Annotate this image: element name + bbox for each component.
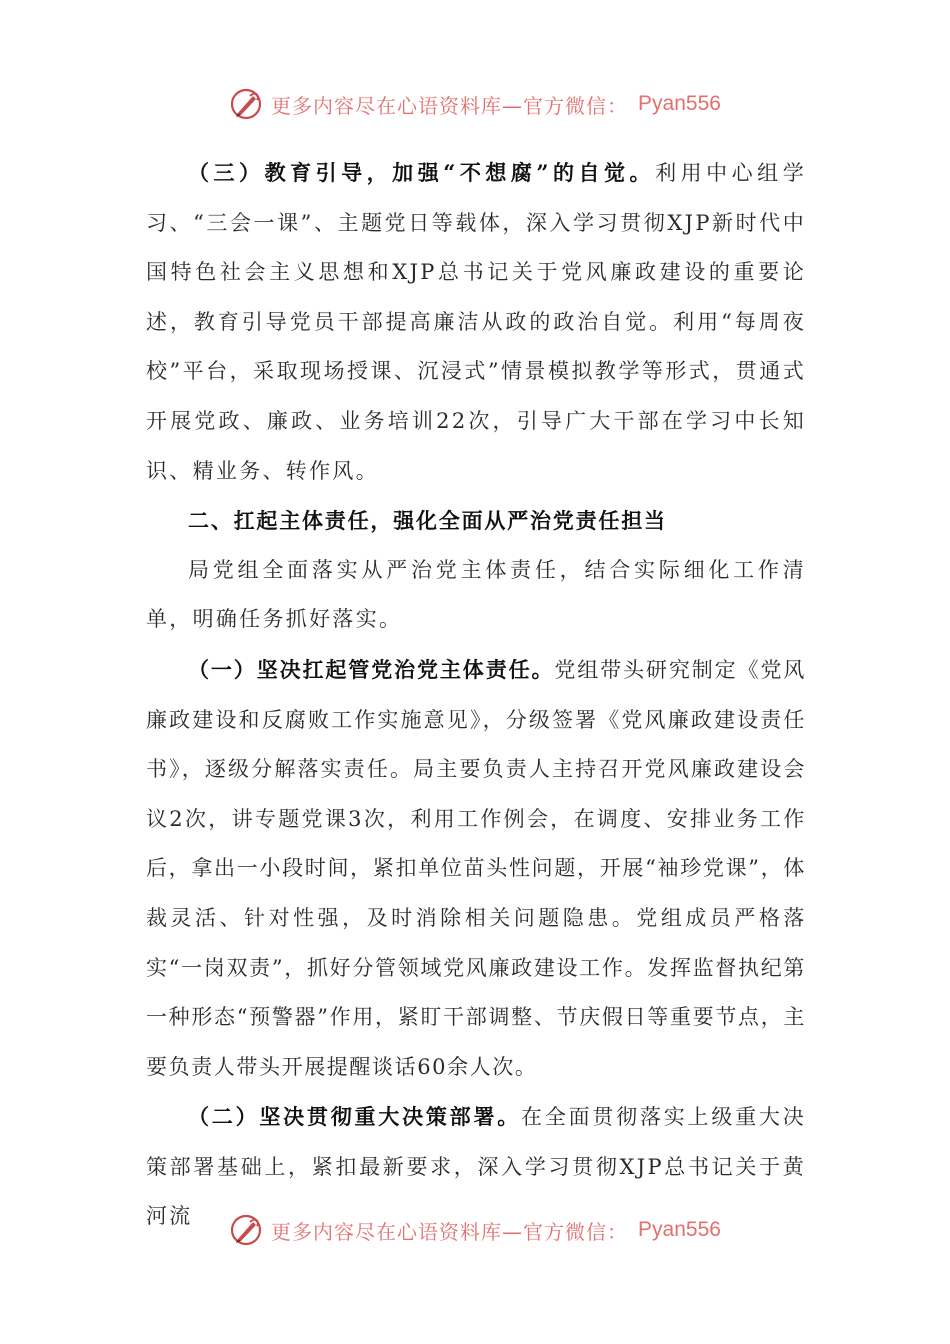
paragraph-text: 局党组全面落实从严治党主体责任，结合实际细化工作清单，明确任务抓好落实。 (146, 557, 806, 632)
paragraph-text: 在全面贯彻落实上级重大决策部署基础上，紧扣最新要求，深入学习贯彻XJP总书记关于黄河流 (146, 1105, 806, 1229)
paragraph-lead: （一）坚决扛起管党治党主体责任。 (188, 656, 555, 682)
watermark-wechat-id: Pyan556 (638, 92, 721, 115)
section-heading: 二、扛起主体责任，强化全面从严治党责任担当 (188, 508, 667, 534)
paragraph (146, 148, 806, 496)
pen-logo-icon (229, 87, 263, 121)
paragraph-text: 利用中心组学习、“三会一课”、主题党日等载体，深入学习贯彻XJP新时代中国特色社会主义思想和XJP总书记关于党风廉政建设的重要论述，教育引导党员干部提高廉洁从政的政治自觉。利用“每周夜校”平台，采取现场授课、沉浸式”情景模拟教学等形式，贯通式开展党政、廉政、业务培训22次，引导广大干部在学习中长知识、精业务、转作风。 (146, 161, 806, 483)
watermark-text: 更多内容尽在心语资料库—官方微信： (271, 1219, 629, 1244)
document-body (146, 148, 806, 1242)
watermark-wechat-id: Pyan556 (638, 1218, 721, 1241)
paragraph-text: 党组带头研究制定《党风廉政建设和反腐败工作实施意见》，分级签署《党风廉政建设责任书》，逐级分解落实责任。局主要负责人主持召开党风廉政建设会议2次，讲专题党课3次，利用工作例会，在调度、安排业务工作后，拿出一小段时间，紧扣单位苗头性问题，开展“袖珍党课”，体裁灵活、针对性强，及时消除相关问题隐患。党组成员严格落实“一岗双责”，抓好分管领域党风廉政建设工作。发挥监督执纪第一种形态“预警器”作用，紧盯干部调整、节庆假日等重要节点，主要负责人带头开展提醒谈话60余人次。 (146, 657, 806, 1079)
paragraph (146, 546, 806, 645)
watermark-top (0, 84, 950, 124)
watermark-bottom (0, 1210, 950, 1250)
pen-logo-icon (229, 1213, 263, 1247)
paragraph (146, 645, 806, 1092)
paragraph-lead: （三）教育引导，加强“不想腐”的自觉。 (188, 160, 656, 185)
paragraph-lead: （二）坚决贯彻重大决策部署。 (188, 1104, 522, 1130)
watermark-text: 更多内容尽在心语资料库—官方微信： (271, 93, 629, 118)
